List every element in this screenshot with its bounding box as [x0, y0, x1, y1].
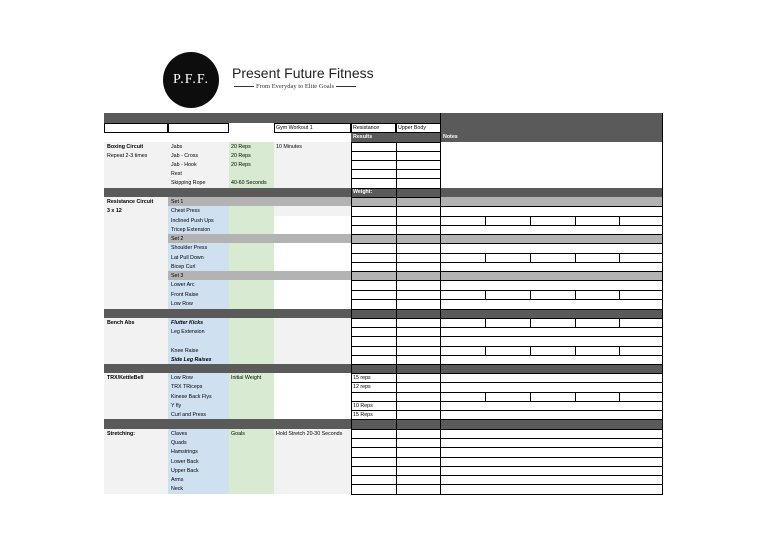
notes-grid-line: [441, 216, 663, 217]
bench-exercise: Knee Raise: [171, 348, 199, 354]
notes-grid-line: [441, 447, 663, 448]
resistance-exercise: Bicep Curl: [171, 264, 196, 270]
resistance-exercise: Low Row: [171, 301, 193, 307]
resistance-exercise: Lower Arc: [171, 282, 195, 288]
set-band-1: [168, 197, 663, 206]
resistance-exercise: Shoulder Press: [171, 245, 208, 251]
resistance-exercise: Front Raise: [171, 292, 199, 298]
stretching-label-column: [104, 429, 168, 494]
trx-exercise: TRX TRiceps: [171, 384, 203, 390]
notes-grid-line: [441, 429, 663, 430]
notes-subcell-divider: [575, 392, 576, 401]
notes-grid-line: [441, 392, 663, 393]
notes-grid-line: [441, 364, 663, 365]
notes-subcell-divider: [530, 318, 531, 327]
set-band-3: [168, 271, 663, 280]
bench-exercise: Leg Extension: [171, 329, 205, 335]
resistance-exercise: Inclined Push Ups: [171, 218, 214, 224]
set-label: Set 2: [171, 236, 184, 242]
notes-grid-line: [441, 290, 663, 291]
notes-subcell-divider: [485, 392, 486, 401]
results-grid-right: [440, 113, 441, 494]
notes-grid-line: [441, 355, 663, 356]
notes-subcell-divider: [575, 318, 576, 327]
name-box: [104, 123, 168, 133]
notes-header: [441, 113, 663, 142]
bench-reps-column: [229, 318, 274, 364]
stretching-exercise: Claves: [171, 431, 188, 437]
stretching-hold: Hold Stretch 20-30 Seconds: [276, 431, 343, 437]
boxing-exercise: Skipping Rope: [171, 180, 206, 186]
trx-result: 15 reps: [353, 375, 371, 381]
stretching-title: Stretching:: [107, 431, 135, 437]
notes-subcell-divider: [575, 253, 576, 262]
notes-grid-line: [441, 271, 663, 272]
notes-grid-line: [441, 401, 663, 402]
notes-subcell-divider: [575, 290, 576, 299]
stretching-exercise: Hamstrings: [171, 449, 198, 455]
notes-subcell-divider: [530, 392, 531, 401]
notes-grid-line: [441, 475, 663, 476]
boxing-exercise: Jab - Hook: [171, 162, 197, 168]
notes-grid-line: [441, 318, 663, 319]
boxing-exercise: Rest: [171, 171, 182, 177]
trx-exercise: Curl and Press: [171, 412, 207, 418]
trx-result: 15 Reps: [353, 412, 373, 418]
stretching-goals-column: [229, 429, 274, 494]
boxing-reps: 40-60 Seconds: [231, 180, 267, 186]
set-label: Set 1: [171, 199, 184, 205]
notes-grid-right: [662, 113, 663, 494]
boxing-exercise: Jab - Cross: [171, 153, 199, 159]
tagline-text: From Everyday to Elite Goals: [256, 83, 334, 90]
notes-subcell-divider: [575, 346, 576, 355]
divider-bench: [104, 309, 663, 318]
boxing-reps: 20 Reps: [231, 144, 251, 150]
notes-subcell-divider: [530, 216, 531, 225]
notes-subcell-divider: [485, 318, 486, 327]
notes-subcell-divider: [619, 216, 620, 225]
notes-grid-line: [441, 346, 663, 347]
notes-subcell-divider: [485, 346, 486, 355]
notes-grid-line: [441, 382, 663, 383]
trx-result: 12 reps: [353, 384, 371, 390]
notes-grid-line: [441, 299, 663, 300]
resistance-sets: 3 x 12: [107, 208, 122, 214]
notes-grid-line: [441, 206, 663, 207]
stretching-exercise: Lower Back: [171, 459, 199, 465]
divider-stretching: [104, 419, 663, 429]
boxing-repeat: Repeat 2-3 times: [107, 153, 148, 159]
results-grid-middle: [396, 142, 397, 494]
notes-grid-line: [441, 373, 663, 374]
notes-grid-line: [441, 253, 663, 254]
notes-label: Notes: [443, 134, 458, 140]
notes-subcell-divider: [530, 346, 531, 355]
notes-grid-line: [441, 466, 663, 467]
boxing-time: 10 Minutes: [276, 144, 302, 150]
boxing-title: Boxing Circuit: [107, 144, 144, 150]
notes-subcell-divider: [619, 318, 620, 327]
trx-exercise: Y fly: [171, 403, 182, 409]
boxing-reps: 20 Reps: [231, 162, 251, 168]
resistance-label: Resistance: [353, 125, 380, 131]
bench-exercise: Flutter Kicks: [171, 320, 204, 326]
notes-subcell-divider: [619, 253, 620, 262]
resistance-reps-column: [229, 197, 274, 309]
notes-grid-line: [441, 419, 663, 420]
notes-grid-line: [441, 280, 663, 281]
logo-text: P.F.F.: [172, 72, 210, 87]
brand-title: Present Future Fitness: [232, 65, 374, 81]
bench-title: Bench Abs: [107, 320, 135, 326]
notes-grid-line: [441, 457, 663, 458]
notes-subcell-divider: [485, 253, 486, 262]
trx-exercise: Low Row: [171, 375, 193, 381]
notes-subcell-divider: [530, 253, 531, 262]
notes-grid-line: [441, 262, 663, 263]
trx-initial-weight: Initial Weight: [231, 375, 262, 381]
stretching-exercise: Quads: [171, 440, 187, 446]
notes-grid-line: [441, 327, 663, 328]
notes-grid-line: [441, 336, 663, 337]
notes-subcell-divider: [485, 290, 486, 299]
notes-grid-line: [441, 410, 663, 411]
boxing-exercise: Jabs: [171, 144, 183, 150]
set-band-2: [168, 234, 663, 243]
notes-grid-line: [441, 438, 663, 439]
divider-trx: [104, 364, 663, 373]
notes-grid-line: [441, 234, 663, 235]
trx-title: TRX/KettleBell: [107, 375, 144, 381]
stretching-exercise: Neck: [171, 486, 184, 492]
stretching-exercise: Arms: [171, 477, 184, 483]
bench-exercise: Side Leg Raises: [171, 357, 212, 363]
notes-grid-line: [441, 309, 663, 310]
results-grid-left: [351, 142, 352, 494]
bench-note-column: [274, 318, 351, 364]
set-label: Set 3: [171, 273, 184, 279]
trx-exercise: Kinese Back Flys: [171, 394, 212, 400]
resistance-title: Resistance Circuit: [107, 199, 154, 205]
results-grid-line: [351, 494, 441, 495]
notes-grid-line: [441, 494, 663, 495]
trx-result: 10 Reps: [353, 403, 373, 409]
date-box: [168, 123, 229, 133]
stretching-exercise: Upper Back: [171, 468, 199, 474]
notes-subcell-divider: [619, 392, 620, 401]
notes-grid-line: [441, 484, 663, 485]
resistance-exercise: Chest Press: [171, 208, 200, 214]
notes-subcell-divider: [485, 216, 486, 225]
notes-subcell-divider: [619, 346, 620, 355]
weight-label: Weight:: [353, 189, 373, 195]
notes-subcell-divider: [530, 290, 531, 299]
results-label: Results: [353, 134, 373, 140]
resistance-exercise: Tricep Extension: [171, 227, 211, 233]
notes-grid-line: [441, 225, 663, 226]
resistance-exercise: Lat Pull Down: [171, 255, 204, 261]
stretching-note-column: [274, 429, 351, 494]
notes-grid-line: [441, 243, 663, 244]
notes-subcell-divider: [619, 290, 620, 299]
notes-subcell-divider: [575, 216, 576, 225]
divider-weight: [104, 188, 663, 197]
workout-title: Gym Workout 1: [276, 125, 313, 131]
stretching-goals: Goals: [231, 431, 245, 437]
upper-body-label: Upper Body: [398, 125, 426, 131]
boxing-reps: 20 Reps: [231, 153, 251, 159]
